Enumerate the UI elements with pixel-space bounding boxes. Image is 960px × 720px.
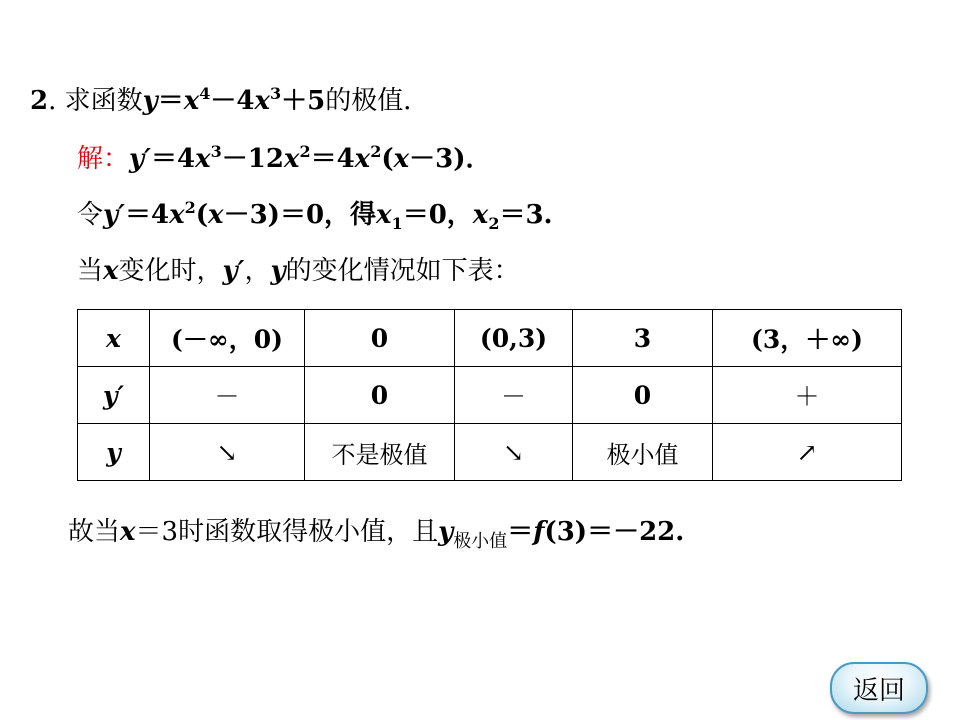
problem-statement: [30, 84, 429, 118]
paren: (: [195, 200, 209, 230]
interval-cell: (3，＋∞): [713, 310, 902, 367]
var-y: y: [270, 256, 286, 286]
intro-mid: 变化时，: [118, 256, 223, 286]
subscript: 1: [391, 214, 403, 233]
exponent: 4: [199, 84, 211, 103]
exponent: 2: [370, 142, 382, 161]
derivative-symbol: y′: [222, 256, 245, 286]
point-cell: 0: [305, 310, 455, 367]
sign-cell: －: [150, 367, 305, 424]
decreasing-arrow-icon: ↘: [455, 424, 573, 481]
solution-roots: [77, 198, 553, 232]
term: ＝4: [124, 200, 170, 230]
var-x: x: [103, 256, 119, 286]
intro-prefix: 当: [77, 256, 104, 286]
var-x: x: [283, 144, 300, 174]
row-header-derivative: y′: [78, 367, 150, 424]
term: －3)＝0，得: [223, 200, 377, 230]
row-header-x: x: [78, 310, 150, 367]
derivative-symbol: y′: [129, 144, 151, 174]
table-row-x: [78, 310, 902, 367]
solution-derivative: [77, 142, 492, 176]
intro-suffix: 的变化情况如下表：: [285, 256, 520, 286]
interval-cell: (0,3): [455, 310, 573, 367]
exponent: 3: [210, 142, 222, 161]
decreasing-arrow-icon: ↘: [150, 424, 305, 481]
variation-table: [77, 309, 902, 481]
var-x: x: [393, 144, 410, 174]
trend-cell: 极小值: [573, 424, 713, 481]
problem-prefix: 求函数: [64, 86, 143, 116]
var-x: x: [472, 200, 489, 230]
term: ＝3.: [499, 200, 553, 230]
var-x: x: [169, 200, 185, 230]
equals: ＝: [157, 86, 184, 116]
sign-cell: －: [455, 367, 573, 424]
problem-suffix: 的极值．: [325, 86, 430, 116]
term: －4: [210, 86, 255, 116]
exponent: 2: [184, 198, 196, 217]
problem-dot: .: [48, 86, 57, 116]
var-x: x: [183, 86, 200, 116]
row-header-function: y: [78, 424, 150, 481]
paren: (: [381, 144, 394, 174]
term: ＋5: [281, 86, 326, 116]
equals: ＝: [507, 517, 534, 547]
trend-cell: 不是极值: [305, 424, 455, 481]
term: －3)．: [409, 144, 492, 174]
solution-label: 解：: [77, 144, 130, 174]
table-row-derivative: [78, 367, 902, 424]
sign-cell: 0: [305, 367, 455, 424]
table-intro: [77, 254, 520, 288]
var-x: x: [120, 517, 136, 547]
back-button[interactable]: 返回: [830, 662, 928, 714]
var-x: x: [254, 86, 271, 116]
derivative-symbol: y′: [103, 200, 125, 230]
term: ＝0，: [402, 200, 473, 230]
conclusion: [68, 515, 685, 552]
subscript: 极小值: [453, 531, 508, 552]
exponent: 3: [270, 84, 282, 103]
term: ＝4: [310, 144, 355, 174]
increasing-arrow-icon: ↗: [713, 424, 902, 481]
var-f: f: [533, 517, 545, 547]
var-y: y: [142, 86, 158, 116]
term: －12: [221, 144, 284, 174]
subscript: 2: [488, 214, 500, 233]
roots-prefix: 令: [77, 200, 104, 230]
sign-cell: ＋: [713, 367, 902, 424]
point-cell: 3: [573, 310, 713, 367]
exponent: 2: [299, 142, 311, 161]
var-x: x: [354, 144, 371, 174]
table-row-function: [78, 424, 902, 481]
conclusion-prefix: 故当: [68, 517, 121, 547]
interval-cell: (－∞，0): [150, 310, 305, 367]
conclusion-mid: ＝3时函数取得极小值，且: [135, 517, 439, 547]
var-x: x: [195, 144, 211, 174]
var-y: y: [438, 517, 454, 547]
comma: ，: [244, 256, 271, 286]
var-x: x: [376, 200, 392, 230]
problem-number: 2: [30, 86, 49, 116]
sign-cell: 0: [573, 367, 713, 424]
term: (3)＝－22.: [544, 517, 685, 547]
term: ＝4: [150, 144, 196, 174]
var-x: x: [208, 200, 224, 230]
